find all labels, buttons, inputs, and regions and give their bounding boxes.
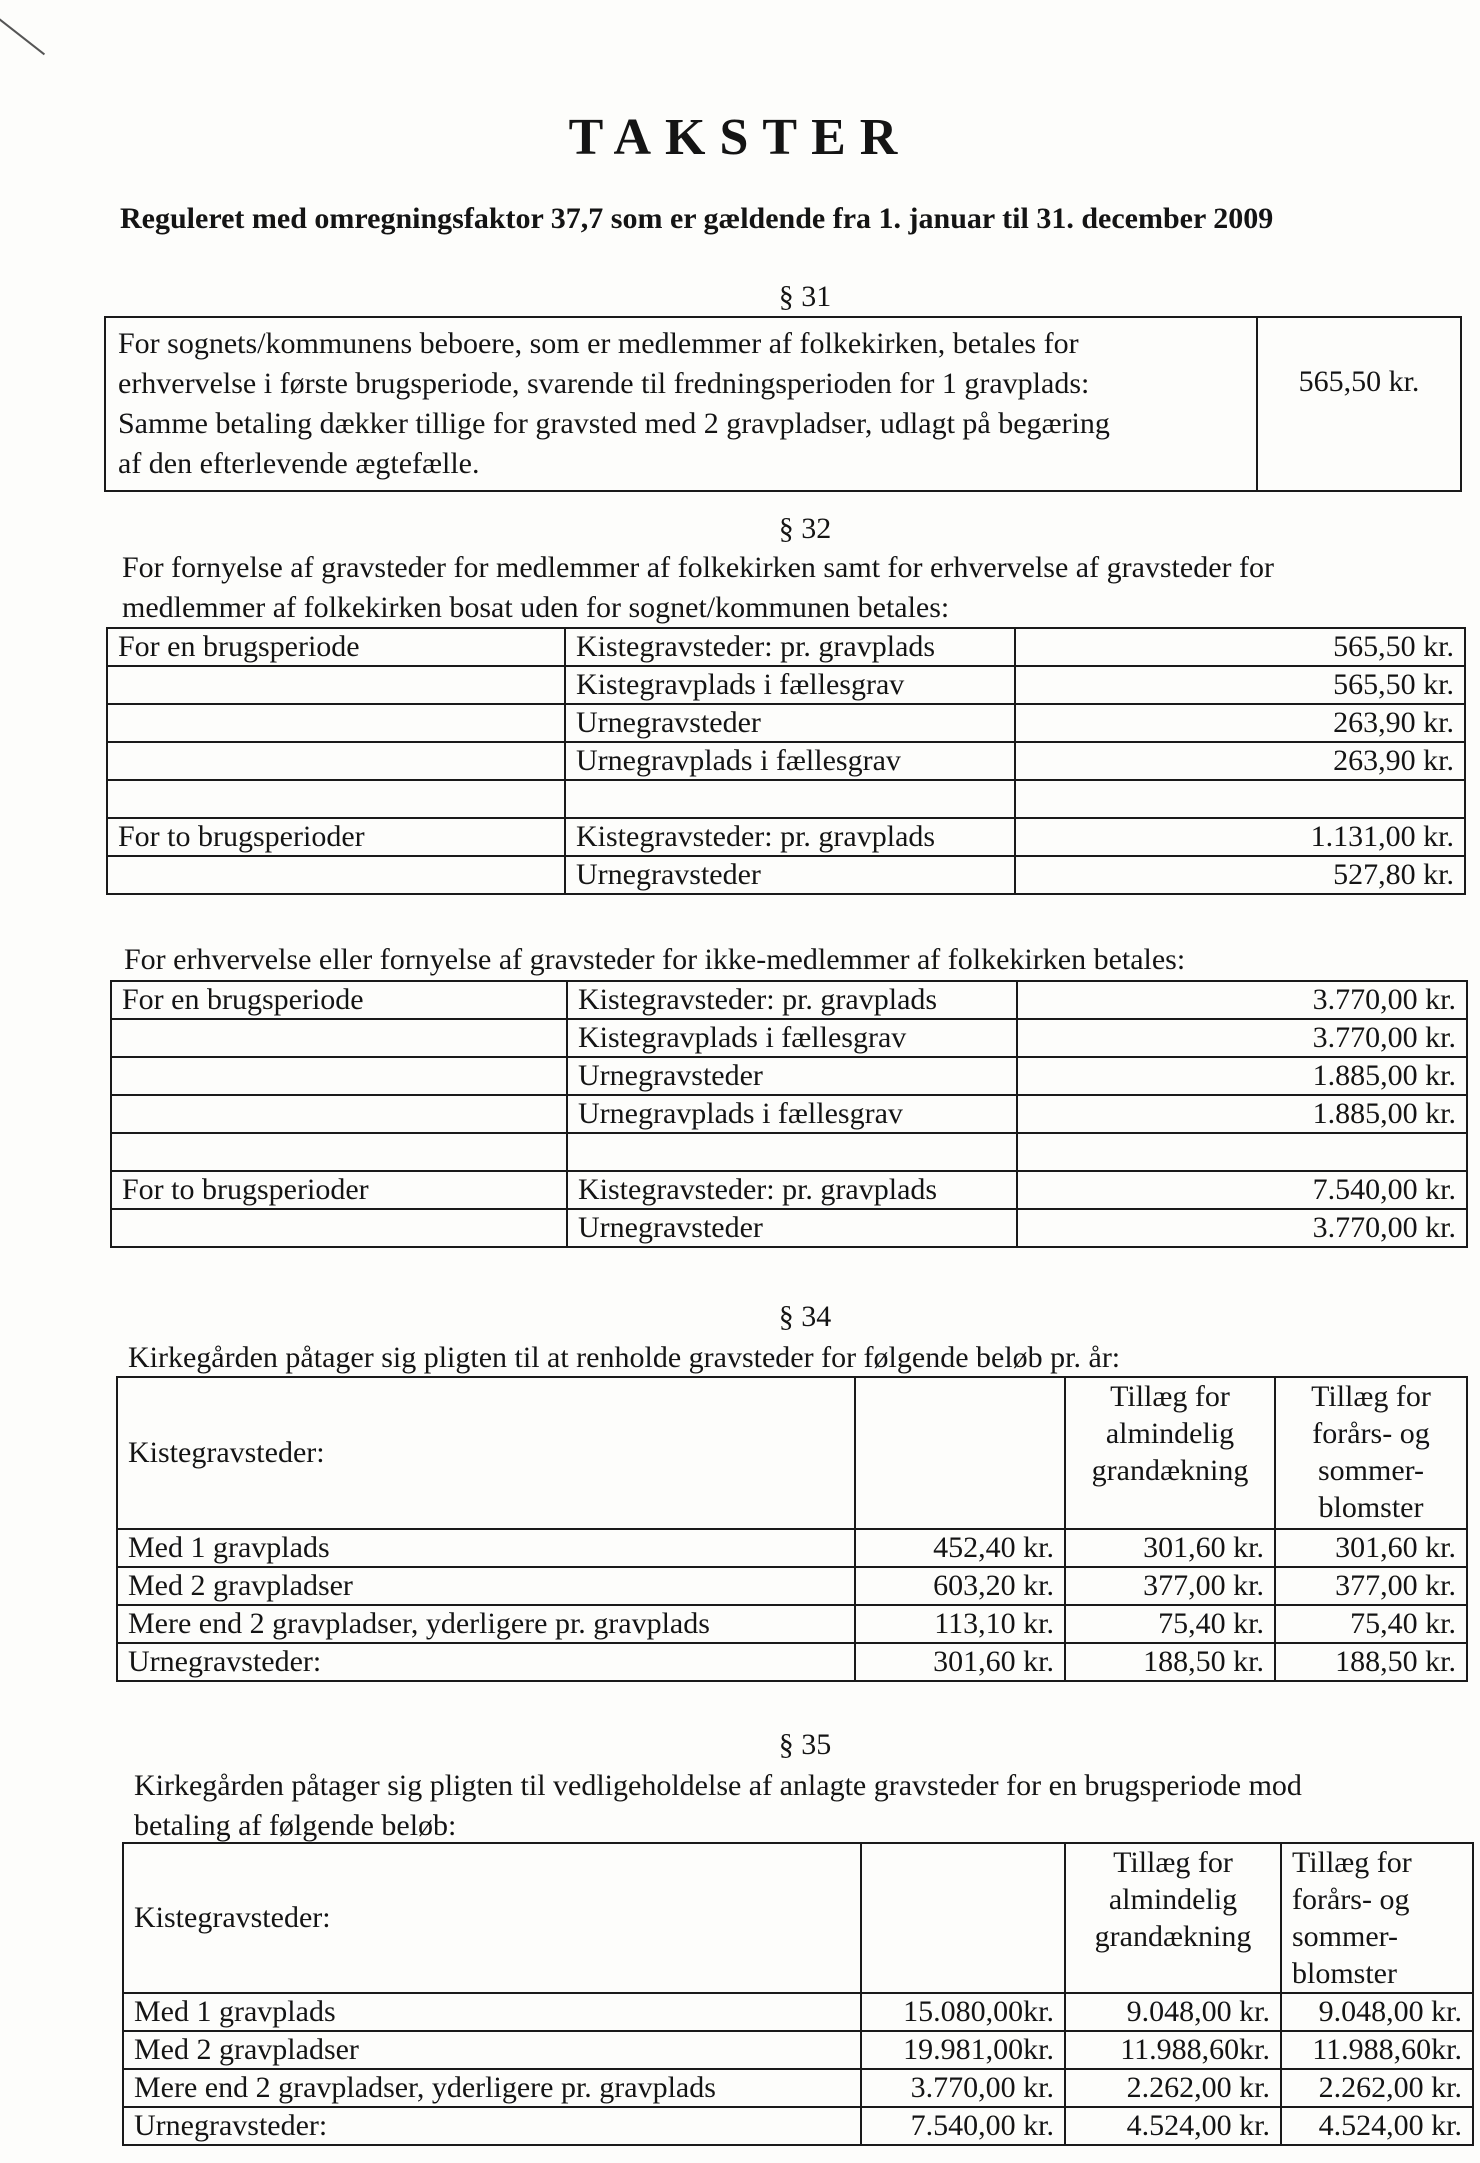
amount-cell: 565,50 kr. [1015,666,1465,704]
text-line: erhvervelse i første brugsperiode, svarende til fredningsperioden for 1 gravplads: [118,367,1090,400]
type-cell: Kistegravsteder: pr. gravplads [565,628,1015,666]
value-cell: 11.988,60kr. [1281,2031,1473,2069]
value-cell: 15.080,00kr. [861,1993,1065,2031]
section-32-heading: § 32 [778,512,832,545]
period-cell [111,1133,567,1171]
section-31-amount: 565,50 kr. [1257,317,1461,491]
column-header-label: Kistegravsteder: [123,1843,861,1993]
period-cell: For to brugsperioder [107,818,565,856]
table-row [111,1171,1467,1209]
value-cell: 188,50 kr. [1275,1643,1467,1681]
text-line: For fornyelse af gravsteder for medlemmer af folkekirken samt for erhvervelse af gravsteder for [122,551,1274,584]
table-row [117,1605,1467,1643]
column-header-label: Kistegravsteder: [117,1377,855,1529]
section-31-text [105,317,1257,491]
table-row [123,1993,1473,2031]
period-cell [107,742,565,780]
text-line: For sognets/kommunens beboere, som er medlemmer af folkekirken, betales for [118,327,1079,360]
type-cell [567,1133,1017,1171]
row-label: Mere end 2 gravpladser, yderligere pr. gravplads [123,2069,861,2107]
amount-cell: 3.770,00 kr. [1017,1019,1467,1057]
period-cell [111,1095,567,1133]
row-label: Med 1 gravplads [117,1529,855,1567]
value-cell: 301,60 kr. [1275,1529,1467,1567]
section-32-intro-2: For erhvervelse eller fornyelse af gravsteder for ikke-medlemmer af folkekirken betales: [124,943,1186,976]
type-cell: Kistegravsteder: pr. gravplads [565,818,1015,856]
table-row [123,2031,1473,2069]
column-header-blomster: Tillæg for forårs- og sommer-blomster [1275,1377,1467,1529]
type-cell: Urnegravplads i fællesgrav [567,1095,1017,1133]
section-32-nonmembers-table [110,980,1468,1248]
section-35-intro [134,1766,1464,1846]
amount-cell: 1.885,00 kr. [1017,1095,1467,1133]
page-subtitle: Reguleret med omregningsfaktor 37,7 som er gældende fra 1. januar til 31. december 2009 [120,202,1274,235]
amount-cell: 3.770,00 kr. [1017,981,1467,1019]
column-header-empty [855,1377,1065,1529]
table-row [123,2069,1473,2107]
table-row [111,1095,1467,1133]
type-cell: Kistegravplads i fællesgrav [567,1019,1017,1057]
type-cell: Urnegravsteder [565,856,1015,894]
column-header-grandaekning: Tillæg for almindelig grandækning [1065,1377,1275,1529]
row-label: Mere end 2 gravpladser, yderligere pr. gravplads [117,1605,855,1643]
table-row [117,1643,1467,1681]
period-cell [107,704,565,742]
section-35-table [122,1842,1474,2146]
amount-cell: 1.885,00 kr. [1017,1057,1467,1095]
amount-cell: 3.770,00 kr. [1017,1209,1467,1247]
table-row [107,780,1465,818]
table-row [107,628,1465,666]
table-row [107,818,1465,856]
section-32-members-table [106,627,1466,895]
type-cell: Urnegravsteder [567,1057,1017,1095]
value-cell: 3.770,00 kr. [861,2069,1065,2107]
amount-cell: 263,90 kr. [1015,704,1465,742]
row-label: Med 2 gravpladser [117,1567,855,1605]
period-cell [111,1019,567,1057]
section-34-heading: § 34 [778,1300,832,1333]
value-cell: 377,00 kr. [1065,1567,1275,1605]
value-cell: 9.048,00 kr. [1065,1993,1281,2031]
type-cell: Kistegravsteder: pr. gravplads [567,1171,1017,1209]
section-31-heading: § 31 [778,280,832,313]
value-cell: 113,10 kr. [855,1605,1065,1643]
table-row [117,1529,1467,1567]
amount-cell [1017,1133,1467,1171]
table-row [107,666,1465,704]
type-cell: Kistegravplads i fællesgrav [565,666,1015,704]
column-header-blomster: Tillæg for forårs- og sommer-blomster [1281,1843,1473,1993]
value-cell: 4.524,00 kr. [1281,2107,1473,2145]
row-label: Med 2 gravpladser [123,2031,861,2069]
value-cell: 2.262,00 kr. [1281,2069,1473,2107]
period-cell [111,1057,567,1095]
text-line: Kirkegården påtager sig pligten til vedligeholdelse af anlagte gravsteder for en brugsperiode mod [134,1769,1302,1802]
row-label: Med 1 gravplads [123,1993,861,2031]
period-cell: For en brugsperiode [107,628,565,666]
value-cell: 4.524,00 kr. [1065,2107,1281,2145]
type-cell: Kistegravsteder: pr. gravplads [567,981,1017,1019]
amount-cell: 263,90 kr. [1015,742,1465,780]
type-cell [565,780,1015,818]
value-cell: 11.988,60kr. [1065,2031,1281,2069]
period-cell [107,666,565,704]
table-row [107,856,1465,894]
page-title: TAKSTER [568,109,912,166]
column-header-empty [861,1843,1065,1993]
column-header-grandaekning: Tillæg for almindelig grandækning [1065,1843,1281,1993]
type-cell: Urnegravsteder [567,1209,1017,1247]
section-32-intro [122,548,1452,628]
period-cell [107,780,565,818]
value-cell: 75,40 kr. [1275,1605,1467,1643]
period-cell [111,1209,567,1247]
period-cell: For to brugsperioder [111,1171,567,1209]
value-cell: 19.981,00kr. [861,2031,1065,2069]
table-row [105,317,1461,491]
value-cell: 301,60 kr. [1065,1529,1275,1567]
table-row [111,1209,1467,1247]
row-label: Urnegravsteder: [123,2107,861,2145]
text-line: betaling af følgende beløb: [134,1809,457,1842]
table-header-row [117,1377,1467,1529]
value-cell: 188,50 kr. [1065,1643,1275,1681]
amount-cell [1015,780,1465,818]
table-header-row [123,1843,1473,1993]
table-row [117,1567,1467,1605]
value-cell: 7.540,00 kr. [861,2107,1065,2145]
value-cell: 2.262,00 kr. [1065,2069,1281,2107]
section-34-intro: Kirkegården påtager sig pligten til at renholde gravsteder for følgende beløb pr. år: [128,1341,1121,1374]
table-row [111,1133,1467,1171]
amount-cell: 527,80 kr. [1015,856,1465,894]
section-31-table [104,316,1462,492]
amount-cell: 1.131,00 kr. [1015,818,1465,856]
type-cell: Urnegravsteder [565,704,1015,742]
row-label: Urnegravsteder: [117,1643,855,1681]
text-line: Samme betaling dækker tillige for gravsted med 2 gravpladser, udlagt på begæring [118,407,1110,440]
amount-cell: 7.540,00 kr. [1017,1171,1467,1209]
value-cell: 9.048,00 kr. [1281,1993,1473,2031]
value-cell: 452,40 kr. [855,1529,1065,1567]
table-row [107,742,1465,780]
text-line: medlemmer af folkekirken bosat uden for sognet/kommunen betales: [122,591,950,624]
type-cell: Urnegravplads i fællesgrav [565,742,1015,780]
amount-cell: 565,50 kr. [1015,628,1465,666]
value-cell: 75,40 kr. [1065,1605,1275,1643]
value-cell: 603,20 kr. [855,1567,1065,1605]
table-row [111,981,1467,1019]
period-cell: For en brugsperiode [111,981,567,1019]
text-line: af den efterlevende ægtefælle. [118,447,480,480]
value-cell: 301,60 kr. [855,1643,1065,1681]
table-row [111,1057,1467,1095]
value-cell: 377,00 kr. [1275,1567,1467,1605]
table-row [123,2107,1473,2145]
period-cell [107,856,565,894]
table-row [107,704,1465,742]
section-35-heading: § 35 [778,1728,832,1761]
scan-mark [0,14,45,55]
section-34-table [116,1376,1468,1682]
table-row [111,1019,1467,1057]
